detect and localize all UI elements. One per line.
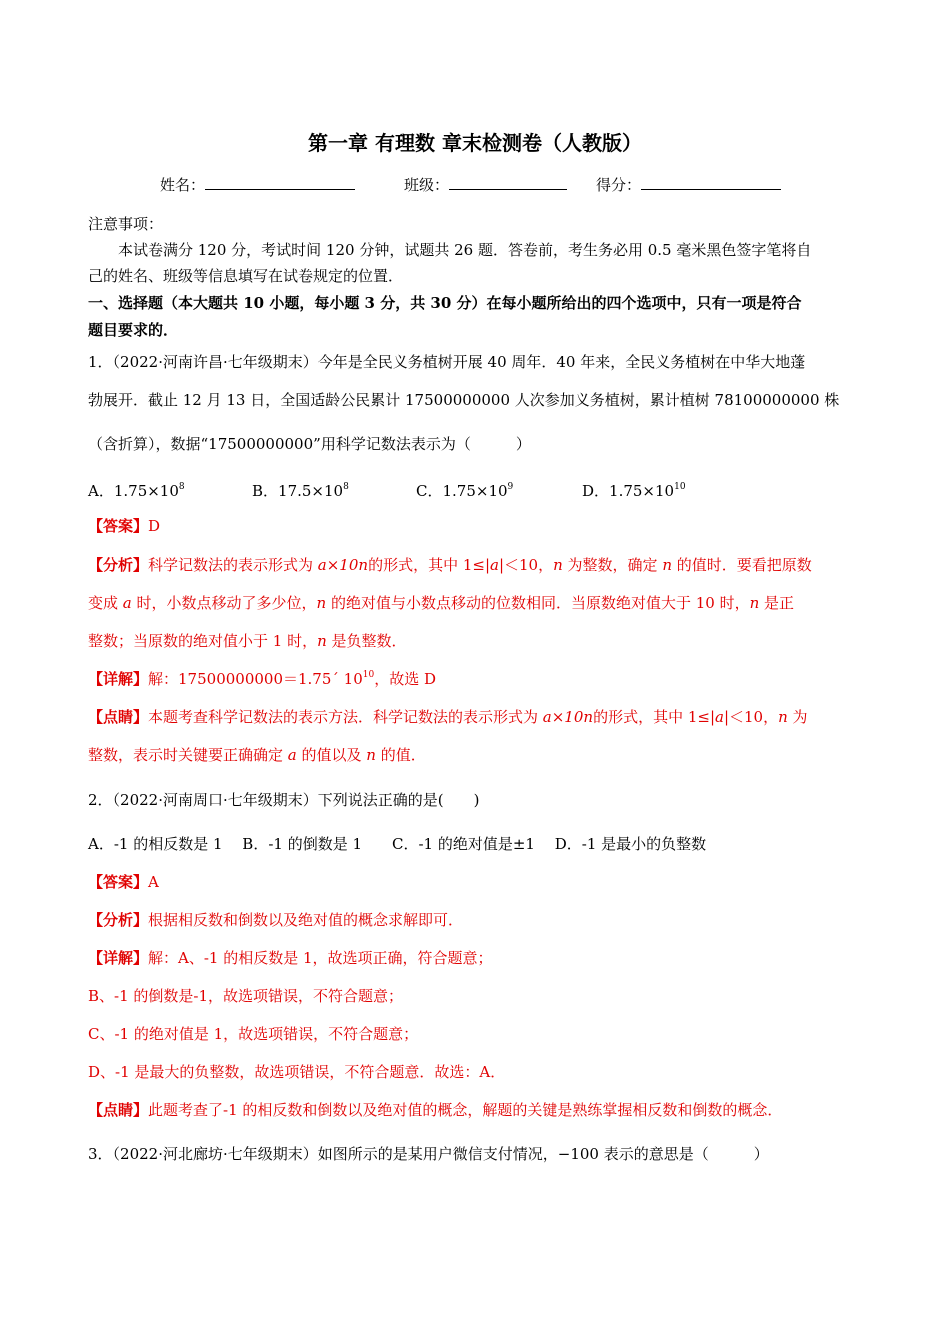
q1-stem-line-2: 勃展开．截止 12 月 13 日，全国适龄公民累计 17500000000 人次参加义务植树，累计植树 78100000000 株 [88,391,840,409]
q2-detail-4: D、-1 是最大的负整数，故选项错误，不符合题意．故选：A． [88,1063,506,1081]
q1-analysis-line-2: 变成 a 时，小数点移动了多少位，n 的绝对值与小数点移动的位数相同．当原数绝对值大于 10 时，n 是正 [88,594,795,612]
class-label: 班级： [404,176,450,194]
q1-option-d[interactable]: D．$1.75\times 10^{10}$ [582,482,686,500]
q1-stem-line-3: （含折算），数据“17500000000”用科学记数法表示为（ ） [88,435,531,453]
notes-line-1: 本试卷满分 120 分，考试时间 120 分钟，试题共 26 题．答卷前，考生务必用 0.5 毫米黑色签字笔将自 [118,241,812,259]
score-blank[interactable] [641,175,781,190]
score-label: 得分： [596,176,642,194]
q2-detail-1: 【详解】解：A、-1 的相反数是 1，故选项正确，符合题意； [88,949,493,967]
q2-detail-2: B、-1 的倒数是-1，故选项错误，不符合题意； [88,987,404,1005]
q2-analysis: 【分析】根据相反数和倒数以及绝对值的概念求解即可． [88,911,464,929]
section-1-line-1: 一、选择题（本大题共 10 小题，每小题 3 分，共 30 分）在每小题所给出的四个选项中，只有一项是符合 [88,294,802,312]
q1-detail: 【详解】解：17500000000＝1.75´ $10^{10}$，故选 D [88,670,436,688]
name-label: 姓名： [160,176,206,194]
q2-options[interactable]: A．-1 的相反数是 1 B．-1 的倒数是 1 C．-1 的绝对值是±1 D．-1 是最小的负整数 [88,835,707,853]
notes-line-2: 己的姓名、班级等信息填写在试卷规定的位置． [88,267,404,285]
q2-stem: 2．（2022·河南周口·七年级期末）下列说法正确的是( ) [88,791,480,809]
page-title: 第一章 有理数 章末检测卷（人教版） [308,131,642,155]
q1-stem-line-1: 1．（2022·河南许昌·七年级期末）今年是全民义务植树开展 40 周年．40 年来，全民义务植树在中华大地蓬 [88,353,806,371]
q1-comment-line-2: 整数，表示时关键要正确确定 a 的值以及 n 的值． [88,746,426,764]
section-1-line-2: 题目要求的． [88,321,179,339]
q3-stem: 3．（2022·河北廊坊·七年级期末）如图所示的是某用户微信支付情况，−100 表示的意思是（ ） [88,1145,769,1163]
q2-comment: 【点睛】此题考查了-1 的相反数和倒数以及绝对值的概念，解题的关键是熟练掌握相反数和倒数的概念． [88,1101,783,1119]
name-blank[interactable] [205,175,355,190]
q1-comment-line-1: 【点睛】本题考查科学记数法的表示方法．科学记数法的表示形式为 a×10n的形式，其中 1≤|a|＜10，n 为 [88,708,808,726]
q1-option-a[interactable]: A．$1.75\times 10^8$ [88,482,185,500]
score-field[interactable] [596,174,781,195]
q2-answer: 【答案】A [88,873,159,891]
q1-answer: 【答案】D [88,517,161,535]
class-blank[interactable] [449,175,567,190]
class-field[interactable] [404,174,567,195]
name-field[interactable] [160,174,355,195]
q1-option-c[interactable]: C．$1.75\times 10^9$ [416,482,514,500]
q1-option-b[interactable]: B．$17.5\times 10^8$ [252,482,349,500]
q1-analysis-line-3: 整数；当原数的绝对值小于 1 时，n 是负整数． [88,632,407,650]
q2-detail-3: C、-1 的绝对值是 1，故选项错误，不符合题意； [88,1025,419,1043]
q1-analysis-line-1: 【分析】科学记数法的表示形式为 a×10n的形式，其中 1≤|a|＜10，n 为整数，确定 n 的值时．要看把原数 [88,556,812,574]
notes-heading: 注意事项： [88,215,164,233]
